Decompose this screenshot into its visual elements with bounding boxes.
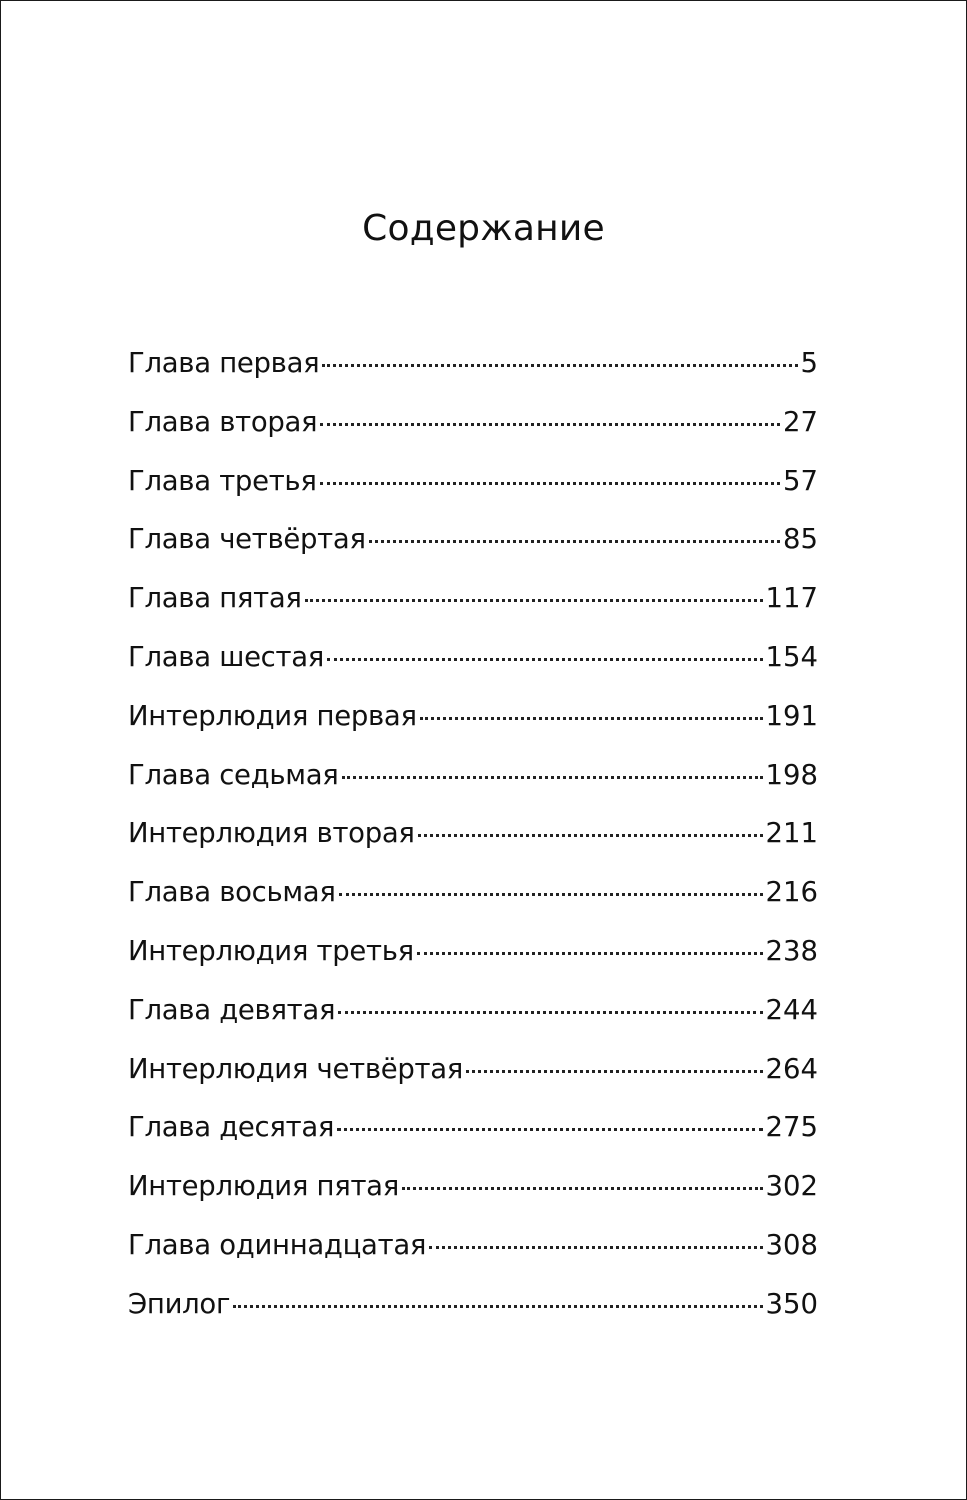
toc-entry-page: 264 [765, 1052, 818, 1085]
toc-entry-page: 5 [800, 347, 818, 379]
table-of-contents [128, 343, 818, 1343]
toc-entry [128, 872, 818, 931]
toc-entry-label: Глава седьмая [128, 758, 339, 791]
toc-entry-page: 85 [783, 523, 818, 556]
dot-leader [342, 776, 763, 779]
dot-leader [369, 540, 780, 543]
dot-leader [429, 1246, 762, 1249]
toc-entry-label: Глава четвёртая [128, 523, 366, 556]
toc-entry-page: 191 [765, 699, 818, 732]
toc-entry-page: 117 [765, 582, 818, 615]
toc-entry [128, 696, 818, 755]
page-title: Содержание [362, 208, 605, 250]
dot-leader [418, 834, 763, 837]
toc-entry-label: Интерлюдия вторая [128, 817, 415, 850]
toc-entry [128, 1049, 818, 1108]
toc-entry-label: Интерлюдия четвёртая [128, 1052, 464, 1085]
toc-entry-label: Эпилог [128, 1287, 231, 1320]
dot-leader [420, 717, 763, 720]
toc-entry-label: Глава девятая [128, 993, 336, 1026]
toc-entry-page: 308 [765, 1228, 818, 1261]
dot-leader [402, 1187, 763, 1190]
toc-entry [128, 1284, 818, 1343]
toc-entry-page: 238 [765, 934, 818, 967]
toc-entry [128, 755, 818, 814]
dot-leader [233, 1305, 762, 1308]
dot-leader [466, 1070, 762, 1073]
toc-entry-label: Глава шестая [128, 640, 325, 673]
dot-leader [417, 952, 763, 955]
toc-entry-label: Глава пятая [128, 582, 302, 615]
dot-leader [320, 482, 780, 485]
toc-entry-page: 275 [765, 1111, 818, 1144]
toc-entry-page: 57 [783, 464, 818, 497]
toc-entry-label: Интерлюдия первая [128, 699, 417, 732]
dot-leader [320, 423, 780, 426]
dot-leader [327, 658, 762, 661]
toc-entry [128, 931, 818, 990]
toc-entry [128, 1166, 818, 1225]
toc-entry [128, 578, 818, 637]
toc-entry-page: 302 [765, 1170, 818, 1203]
dot-leader [337, 1128, 762, 1131]
toc-entry [128, 813, 818, 872]
dot-leader [305, 599, 763, 602]
toc-entry [128, 990, 818, 1049]
toc-entry-page: 211 [765, 817, 818, 850]
toc-entry-page: 244 [765, 993, 818, 1026]
toc-entry [128, 519, 818, 578]
toc-entry-page: 154 [765, 640, 818, 673]
toc-entry-label: Глава одиннадцатая [128, 1228, 427, 1261]
toc-entry [128, 637, 818, 696]
dot-leader [338, 1011, 762, 1014]
toc-entry-label: Глава десятая [128, 1111, 335, 1144]
toc-entry [128, 461, 818, 520]
toc-entry-page: 216 [765, 876, 818, 909]
toc-entry [128, 1107, 818, 1166]
toc-entry [128, 402, 818, 461]
dot-leader [322, 364, 797, 367]
toc-entry-label: Глава вторая [128, 405, 318, 438]
toc-entry-label: Глава первая [128, 347, 320, 379]
toc-entry-label: Интерлюдия третья [128, 934, 414, 967]
toc-entry [128, 1225, 818, 1284]
toc-entry-label: Глава восьмая [128, 876, 336, 909]
toc-entry-label: Интерлюдия пятая [128, 1170, 399, 1203]
toc-entry-page: 350 [765, 1287, 818, 1320]
toc-entry [128, 343, 818, 402]
toc-entry-page: 27 [783, 405, 818, 438]
dot-leader [339, 893, 763, 896]
toc-entry-label: Глава третья [128, 464, 317, 497]
toc-entry-page: 198 [765, 758, 818, 791]
